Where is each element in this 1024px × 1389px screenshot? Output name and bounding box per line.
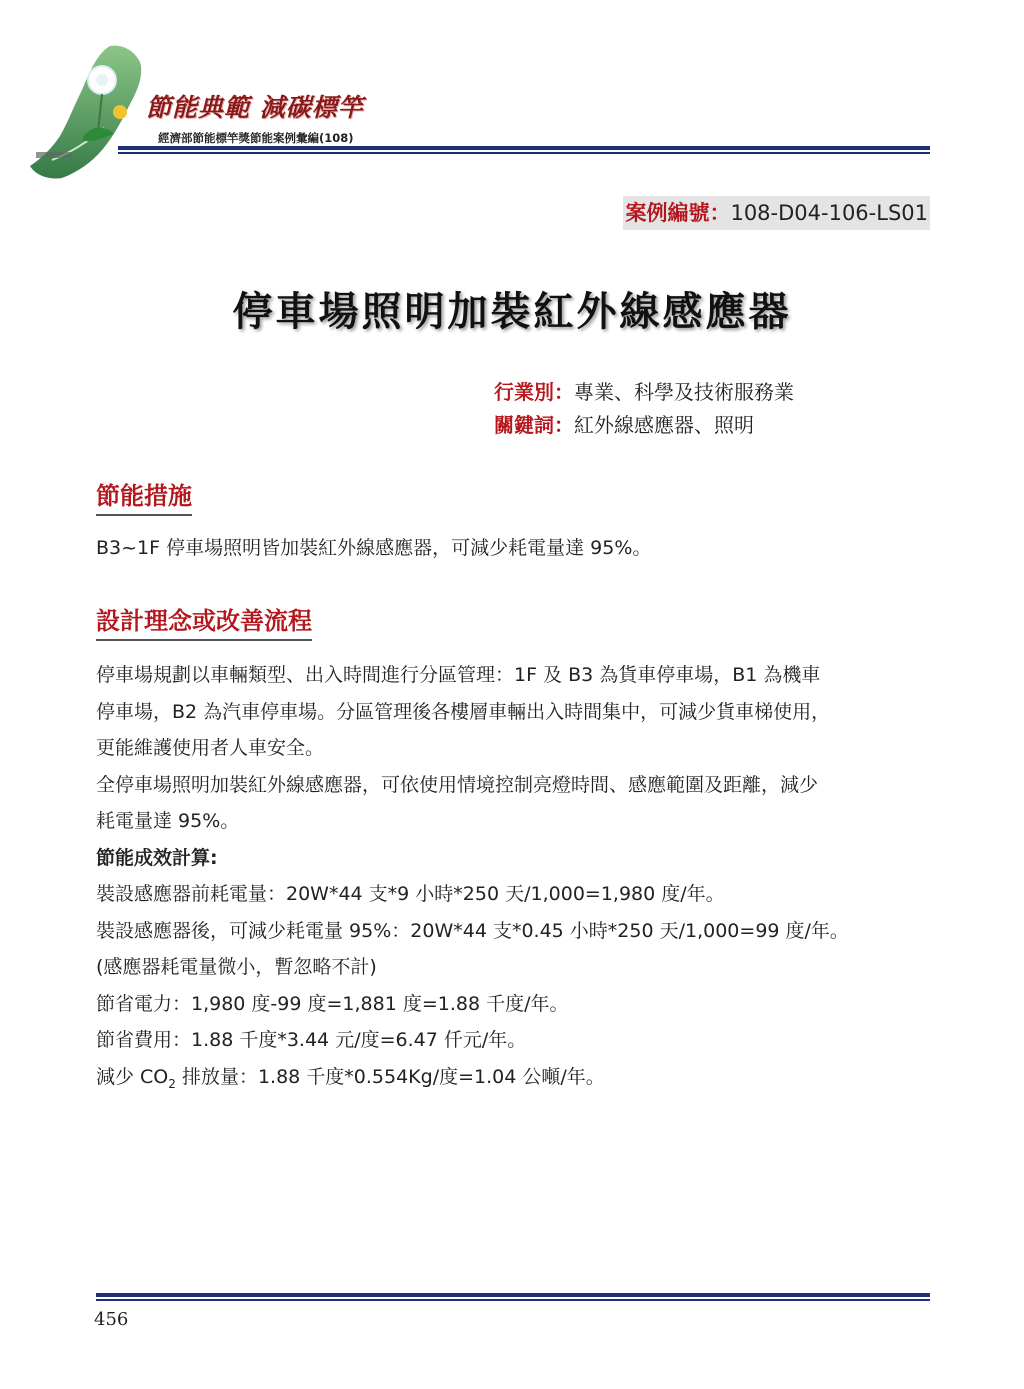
keywords-label: 關鍵詞： xyxy=(494,413,574,437)
section-heading-design: 設計理念或改善流程 xyxy=(96,601,312,641)
co2-prefix: 減少 CO xyxy=(96,1065,169,1088)
calc-line: (感應器耗電量微小，暫忽略不計) xyxy=(96,956,377,978)
calc-heading: 節能成效計算: xyxy=(96,846,218,869)
calc-line: 裝設感應器後，可減少耗電量 95%：20W*44 支*0.45 小時*250 天/1,000=99 度/年。 xyxy=(96,919,849,942)
co2-suffix: 排放量：1.88 千度*0.554Kg/度=1.04 公噸/年。 xyxy=(175,1065,605,1088)
co2-line xyxy=(96,1059,936,1102)
case-number-label: 案例編號： xyxy=(625,201,731,225)
case-number-value: 108-D04-106-LS01 xyxy=(730,201,928,225)
body-line: 全停車場照明加裝紅外線感應器，可依使用情境控制亮燈時間、感應範圍及距離，減少 xyxy=(96,773,819,796)
calc-line: 節省費用：1.88 千度*3.44 元/度=6.47 仟元/年。 xyxy=(96,1029,527,1051)
case-number-badge xyxy=(623,196,930,230)
brand-subtitle: 經濟部節能標竿獎節能案例彙編(108) xyxy=(158,131,354,145)
industry-value: 專業、科學及技術服務業 xyxy=(574,380,794,404)
body-line: 停車場規劃以車輛類型、出入時間進行分區管理：1F 及 B3 為貨車停車場，B1 為機車 xyxy=(96,664,821,686)
taiwan-map-dandelion-logo-icon xyxy=(22,40,162,182)
section-heading-measures: 節能措施 xyxy=(96,476,192,516)
brand-title: 節能典範 減碳標竿 xyxy=(146,93,364,122)
design-body xyxy=(96,657,936,1102)
header-rule-thin xyxy=(118,152,930,154)
header-rule-thick xyxy=(118,146,930,150)
industry-label: 行業別： xyxy=(494,380,574,404)
page-title: 停車場照明加裝紅外線感應器 xyxy=(232,289,792,335)
body-line: 停車場，B2 為汽車停車場。分區管理後各樓層車輛出入時間集中，可減少貨車梯使用， xyxy=(96,700,831,723)
co2-subscript: 2 xyxy=(168,1076,176,1091)
body-line: 耗電量達 95%。 xyxy=(96,810,240,832)
footer-rule-thin xyxy=(96,1299,930,1301)
footer-rule-thick xyxy=(96,1293,930,1297)
measures-text: B3~1F 停車場照明皆加裝紅外線感應器，可減少耗電量達 95%。 xyxy=(96,537,652,559)
body-line: 更能維護使用者人車安全。 xyxy=(96,737,325,759)
page-number: 456 xyxy=(94,1309,129,1330)
industry-row xyxy=(494,376,794,405)
calc-line: 裝設感應器前耗電量：20W*44 支*9 小時*250 天/1,000=1,980 度/年。 xyxy=(96,883,725,905)
keywords-value: 紅外線感應器、照明 xyxy=(574,413,754,437)
calc-line: 節省電力：1,980 度-99 度=1,881 度=1.88 千度/年。 xyxy=(96,992,569,1015)
keywords-row xyxy=(494,409,754,438)
